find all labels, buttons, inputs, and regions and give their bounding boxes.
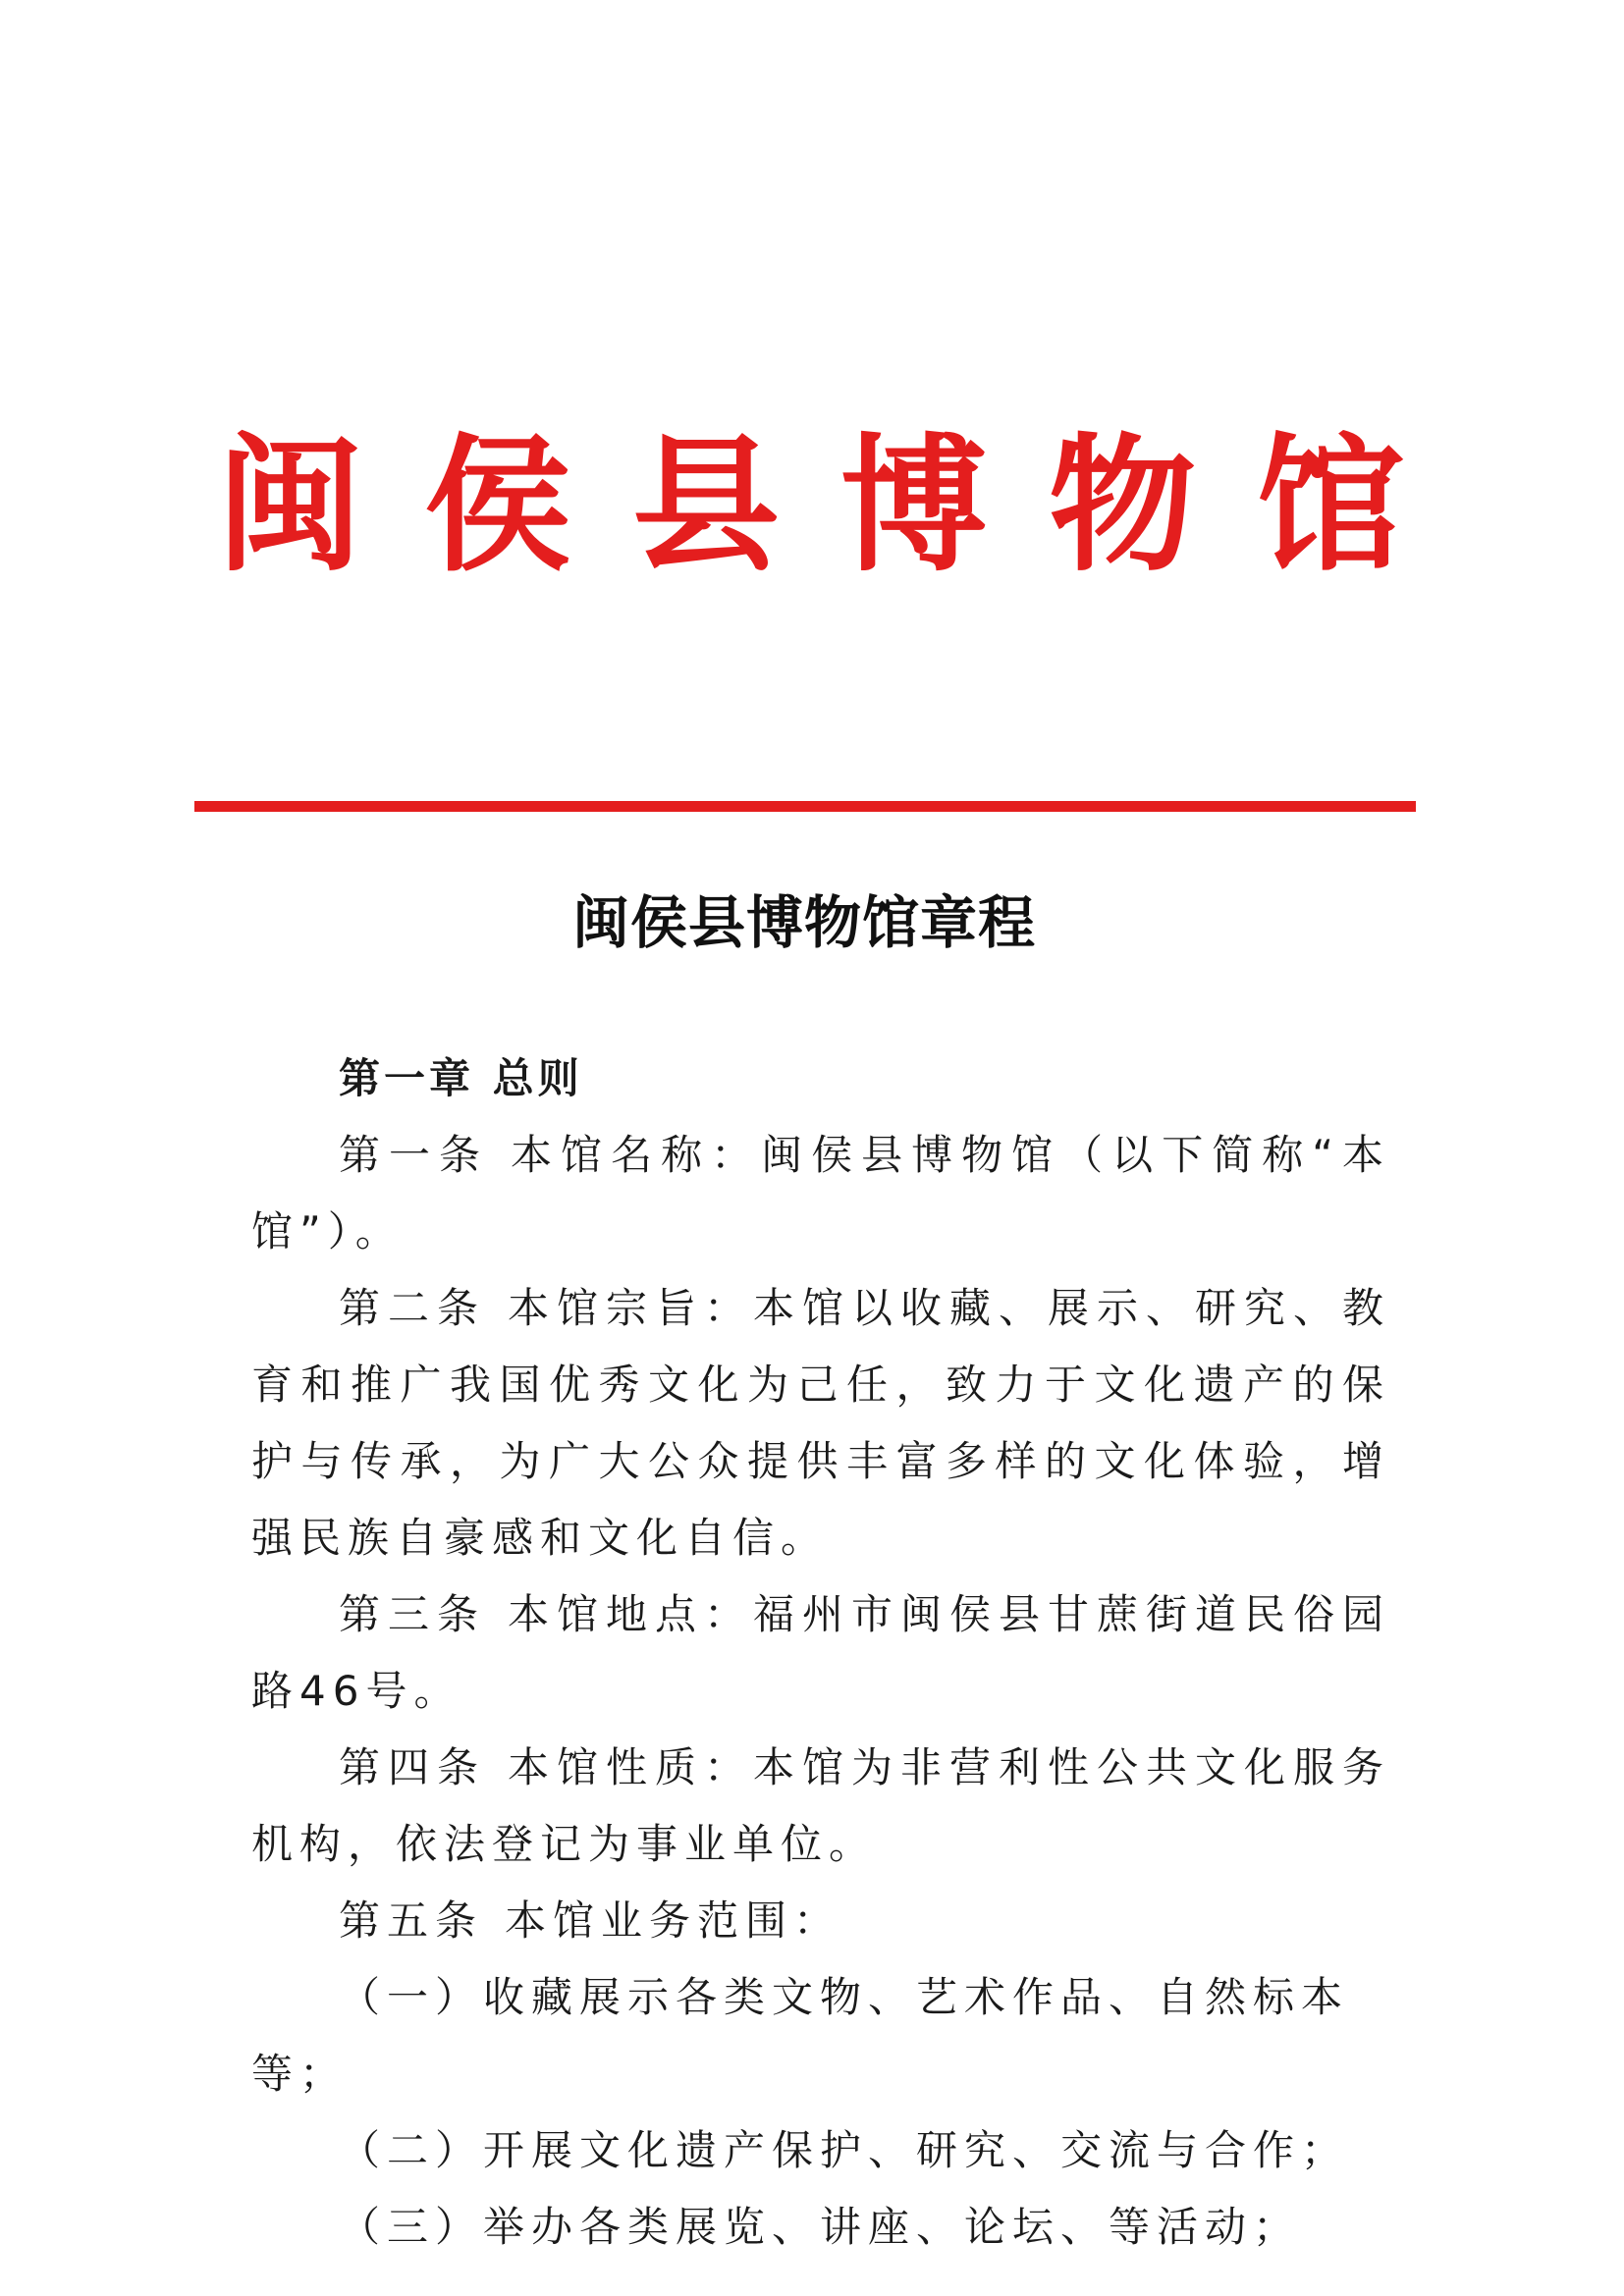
masthead-title — [196, 417, 1424, 594]
article-text: 本馆地点：福州市闽侯县甘蔗街道民俗园路46号。 — [251, 1590, 1390, 1715]
masthead-char: 侯 — [423, 419, 571, 592]
chapter-heading: 第一章 总则 — [339, 1054, 583, 1102]
document-title: 闽侯县博物馆章程 — [571, 889, 1036, 956]
article-label: 第五条 — [339, 1896, 484, 1945]
document-body — [251, 1041, 1390, 2266]
article-label: 第二条 — [339, 1284, 486, 1332]
article-5 — [251, 1883, 1390, 1959]
list-item: （三）举办各类展览、讲座、论坛、等活动； — [339, 2203, 1302, 2251]
article-2 — [251, 1270, 1390, 1576]
article-text: 本馆性质：本馆为非营利性公共文化服务机构，依法登记为事业单位。 — [251, 1743, 1390, 1868]
masthead-char: 博 — [839, 419, 988, 592]
masthead-char: 馆 — [1256, 419, 1404, 592]
masthead-char: 闽 — [215, 419, 363, 592]
list-item: （一）收藏展示各类文物、艺术作品、自然标本等； — [251, 1973, 1350, 2098]
red-divider-rule — [194, 801, 1416, 812]
article-text: 本馆宗旨：本馆以收藏、展示、研究、教育和推广我国优秀文化为己任，致力于文化遗产的保护与传承，为广大公众提供丰富多样的文化体验，增强民族自豪感和文化自信。 — [251, 1284, 1390, 1562]
article-3 — [251, 1576, 1390, 1730]
article-4 — [251, 1730, 1390, 1883]
article-1 — [251, 1117, 1390, 1270]
article-text: 本馆业务范围： — [505, 1896, 842, 1945]
article-text: 本馆名称：闽侯县博物馆（以下简称“本馆”）。 — [251, 1131, 1390, 1255]
article-label: 第四条 — [339, 1743, 486, 1791]
list-item: （二）开展文化遗产保护、研究、交流与合作； — [339, 2126, 1350, 2174]
article-label: 第三条 — [339, 1590, 486, 1638]
article-label: 第一条 — [339, 1131, 490, 1179]
masthead-char: 县 — [631, 419, 780, 592]
masthead-char: 物 — [1048, 419, 1196, 592]
